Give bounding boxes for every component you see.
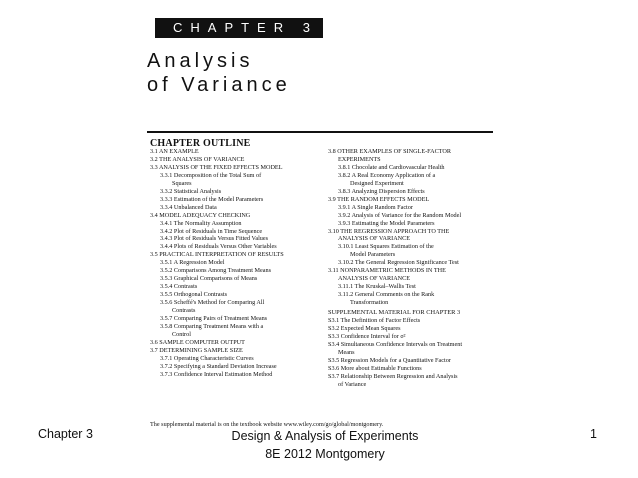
outline-entry: 3.11.2 General Comments on the Rank bbox=[338, 291, 435, 299]
outline-entry: 3.3.4 Unbalanced Data bbox=[160, 203, 217, 211]
outline-entry: 3.9.2 Analysis of Variance for the Random Model bbox=[338, 211, 462, 219]
outline-entry: Contrasts bbox=[172, 307, 196, 315]
outline-entry: 3.7.1 Operating Characteristic Curves bbox=[160, 354, 254, 362]
outline-entry: 3.7.2 Specifying a Standard Deviation Increase bbox=[160, 362, 277, 370]
outline-entry: S3.4 Simultaneous Confidence Intervals on Treatment bbox=[328, 340, 463, 348]
outline-entry: 3.1 AN EXAMPLE bbox=[150, 148, 199, 155]
footer-book-title-line-2: 8E 2012 Montgomery bbox=[265, 447, 385, 461]
outline-entry: EXPERIMENTS bbox=[338, 155, 381, 163]
outline-entry: Designed Experiment bbox=[350, 179, 404, 187]
outline-entry: 3.8 OTHER EXAMPLES OF SINGLE-FACTOR bbox=[328, 148, 452, 155]
outline-entry: 3.4.3 Plot of Residuals Versus Fitted Values bbox=[160, 235, 269, 243]
outline-left-column bbox=[150, 148, 325, 379]
outline-entry: 3.8.2 A Real Economy Application of a bbox=[338, 171, 436, 179]
outline-entry: 3.10 THE REGRESSION APPROACH TO THE bbox=[328, 227, 450, 235]
outline-entry: 3.9 THE RANDOM EFFECTS MODEL bbox=[328, 195, 430, 203]
supplemental-list bbox=[328, 317, 498, 389]
chapter-label-bar bbox=[155, 18, 323, 38]
outline-entry: Squares bbox=[172, 179, 192, 187]
outline-entry: Means bbox=[338, 348, 355, 356]
chapter-label: CHAPTER 3 bbox=[173, 20, 318, 35]
footer-book-title-line-1: Design & Analysis of Experiments bbox=[231, 429, 419, 443]
outline-entry: 3.5.6 Scheffé's Method for Comparing All bbox=[160, 299, 265, 307]
outline-entry: 3.5 PRACTICAL INTERPRETATION OF RESULTS bbox=[150, 251, 284, 259]
outline-entry: 3.2 THE ANALYSIS OF VARIANCE bbox=[150, 155, 245, 163]
title-line-1: Analysis bbox=[147, 50, 254, 72]
outline-heading: CHAPTER OUTLINE bbox=[150, 138, 251, 149]
outline-entry: 3.11.1 The Kruskal–Wallis Test bbox=[338, 283, 416, 291]
title-line-2: of Variance bbox=[147, 74, 291, 96]
outline-entry: S3.2 Expected Mean Squares bbox=[328, 324, 401, 332]
outline-entry: 3.3.2 Statistical Analysis bbox=[160, 187, 222, 195]
page-number: 1 bbox=[590, 427, 597, 441]
outline-entry: 3.4 MODEL ADEQUACY CHECKING bbox=[150, 211, 251, 219]
outline-right-list bbox=[328, 148, 498, 307]
outline-entry: Control bbox=[172, 330, 191, 338]
outline-entry: Transformation bbox=[350, 299, 389, 307]
outline-entry: 3.9.3 Estimating the Model Parameters bbox=[338, 219, 435, 227]
outline-entry: 3.5.7 Comparing Pairs of Treatment Means bbox=[160, 315, 268, 323]
outline-entry: 3.5.3 Graphical Comparisons of Means bbox=[160, 275, 258, 283]
footer-chapter: Chapter 3 bbox=[38, 427, 93, 441]
footnote: The supplemental material is on the textbook website www.wiley.com/go/global/montgomery. bbox=[150, 421, 384, 428]
outline-entry: 3.5.2 Comparisons Among Treatment Means bbox=[160, 267, 272, 275]
outline-entry: 3.4.4 Plots of Residuals Versus Other Variables bbox=[160, 243, 277, 251]
outline-entry: Model Parameters bbox=[350, 251, 396, 259]
outline-entry: 3.3 ANALYSIS OF THE FIXED EFFECTS MODEL bbox=[150, 163, 283, 171]
outline-entry: S3.5 Regression Models for a Quantitative Factor bbox=[328, 356, 451, 364]
outline-entry: 3.5.5 Orthogonal Contrasts bbox=[160, 291, 228, 299]
outline-entry: 3.5.1 A Regression Model bbox=[160, 259, 225, 267]
outline-entry: 3.11 NONPARAMETRIC METHODS IN THE bbox=[328, 267, 446, 275]
outline-entry: 3.4.2 Plot of Residuals in Time Sequence bbox=[160, 227, 263, 235]
outline-entry: S3.7 Relationship Between Regression and Analysis bbox=[328, 372, 458, 380]
outline-right-column bbox=[328, 148, 498, 389]
outline-entry: 3.9.1 A Single Random Factor bbox=[338, 203, 413, 211]
outline-entry: 3.8.1 Chocolate and Cardiovascular Health bbox=[338, 163, 445, 171]
outline-entry: ANALYSIS OF VARIANCE bbox=[338, 275, 411, 283]
footer-book-title bbox=[210, 427, 440, 463]
outline-entry: ANALYSIS OF VARIANCE bbox=[338, 235, 411, 243]
outline-entry: 3.8.3 Analyzing Dispersion Effects bbox=[338, 187, 425, 195]
outline-entry: S3.6 More about Estimable Functions bbox=[328, 364, 422, 372]
outline-entry: 3.6 SAMPLE COMPUTER OUTPUT bbox=[150, 338, 245, 346]
outline-entry: 3.3.3 Estimation of the Model Parameters bbox=[160, 195, 264, 203]
outline-entry: S3.1 The Definition of Factor Effects bbox=[328, 317, 421, 325]
outline-entry: of Variance bbox=[338, 380, 367, 388]
outline-entry: S3.3 Confidence Interval for σ² bbox=[328, 332, 406, 340]
outline-entry: 3.4.1 The Normality Assumption bbox=[160, 219, 242, 227]
outline-entry: 3.5.8 Comparing Treatment Means with a bbox=[160, 322, 264, 330]
outline-entry: 3.7.3 Confidence Interval Estimation Method bbox=[160, 370, 273, 378]
outline-entry: 3.5.4 Contrasts bbox=[160, 283, 198, 291]
outline-entry: 3.7 DETERMINING SAMPLE SIZE bbox=[150, 346, 243, 354]
outline-divider bbox=[147, 131, 493, 133]
outline-entry: 3.10.2 The General Regression Significance Test bbox=[338, 259, 459, 267]
supplemental-heading: SUPPLEMENTAL MATERIAL FOR CHAPTER 3 bbox=[328, 309, 461, 317]
outline-entry: 3.10.1 Least Squares Estimation of the bbox=[338, 243, 434, 251]
outline-entry: 3.3.1 Decomposition of the Total Sum of bbox=[160, 171, 262, 179]
